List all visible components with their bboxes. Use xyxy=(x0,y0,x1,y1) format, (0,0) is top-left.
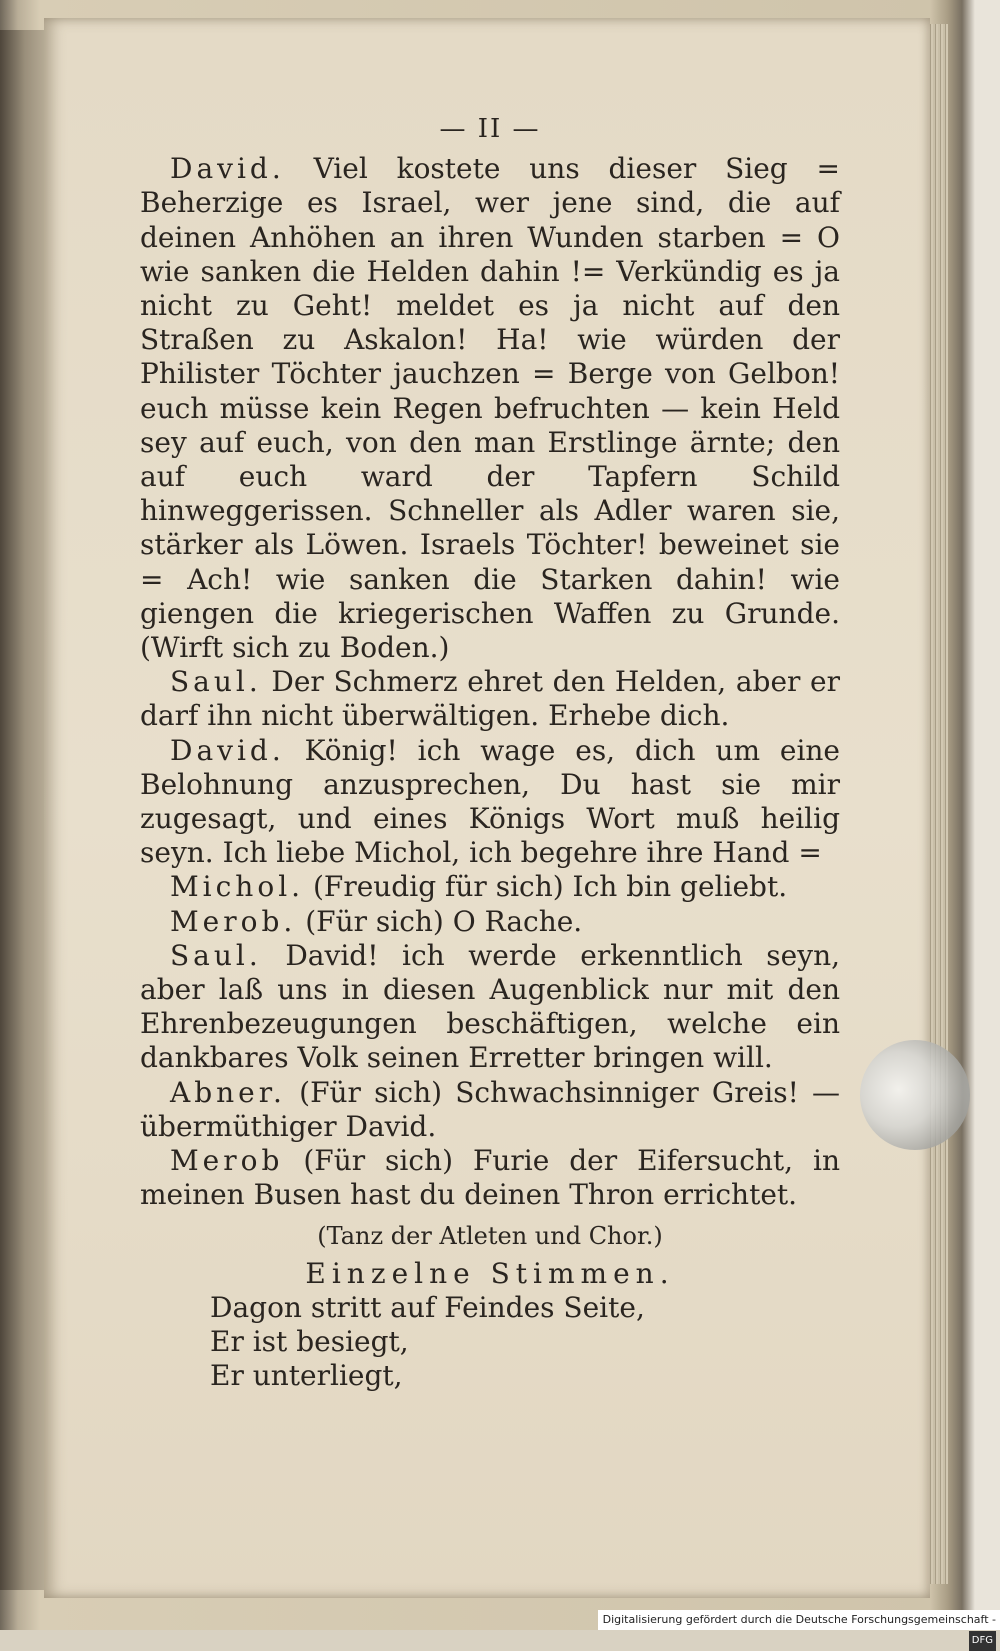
dialogue-paragraph xyxy=(140,152,840,665)
page-text xyxy=(140,112,840,1394)
dialogue-paragraph xyxy=(140,1144,840,1212)
left-page-edge xyxy=(0,30,50,1590)
dialogue-text: (Für sich) Furie der Eifersucht, in meinen Busen hast du deinen Thron errichtet. xyxy=(140,1144,840,1212)
page-clip xyxy=(860,1040,970,1150)
speaker-name: Saul. xyxy=(170,665,262,699)
speaker-name: Abner. xyxy=(170,1075,286,1109)
speaker-name: David. xyxy=(170,733,285,767)
speaker-name: David. xyxy=(170,152,285,186)
speaker-name: Michol. xyxy=(170,870,305,904)
section-heading: Einzelne Stimmen. xyxy=(305,1256,675,1290)
dialogue-text: Der Schmerz ehret den Helden, aber er darf ihn nicht überwältigen. Erhebe dich. xyxy=(140,665,840,733)
dialogue-text: (Für sich) O Rache. xyxy=(305,904,583,938)
dialogue-paragraph xyxy=(140,905,840,939)
dialogue-paragraph xyxy=(140,870,840,904)
verse-line: Dagon stritt auf Feindes Seite, xyxy=(210,1290,645,1324)
dialogue-text: (Freudig für sich) Ich bin geliebt. xyxy=(312,870,788,904)
verse-line: Er ist besiegt, xyxy=(210,1325,409,1359)
dialogue-text: König! ich wage es, dich um eine Belohnung anzusprechen, Du hast sie mir zugesagt, und eines Königs Wort muß heilig seyn. Ich liebe Michol, ich begehre ihre Hand = xyxy=(140,733,840,870)
speaker-name: Merob xyxy=(170,1144,284,1178)
speaker-name: Merob. xyxy=(170,904,297,938)
dfg-logo: DFG xyxy=(969,1631,996,1651)
dialogue-text: David! ich werde erkenntlich seyn, aber laß uns in diesen Augenblick nur mit den Ehrenbezeugungen beschäftigen, welche ein dankbares Volk seinen Erretter bringen will. xyxy=(140,938,841,1075)
dialogue-text: Viel kostete uns dieser Sieg = Beherzige es Israel, wer jene sind, die auf deinen Anhöhen an ihren Wunden starben = O wie sanken die Helden dahin != Verkündig es ja nicht zu Geht! meldet es ja nicht auf den Straßen zu Askalon! Ha! wie würden der Philister Töchter jauchzen = Berge von Gelbon! euch müsse kein Regen befruchten — kein Held sey auf euch, von den man Erstlinge ärnte; den auf euch ward der Tapfern Schild hinweggerissen. Schneller als Adler waren sie, stärker als Löwen. Israels Töchter! beweinet sie = Ach! wie sanken die Starken dahin! wie giengen die kriegerischen Waffen zu Grunde. (Wirft sich zu Boden.) xyxy=(140,152,840,665)
page-number: — II — xyxy=(439,114,541,144)
dialogue-paragraph xyxy=(140,939,840,1076)
dialogue-paragraph xyxy=(140,1076,840,1144)
verse-line: Er unterliegt, xyxy=(210,1359,403,1393)
digitization-footer xyxy=(598,1610,1000,1646)
dialogue-paragraph xyxy=(140,734,840,871)
dialogue-paragraph xyxy=(140,665,840,733)
dialogue-text: (Für sich) Schwachsinniger Greis! — übermüthiger David. xyxy=(140,1075,840,1143)
footer-text: Digitalisierung gefördert durch die Deutsche Forschungsgemeinschaft - xyxy=(602,1613,996,1626)
speaker-name: Saul. xyxy=(170,938,262,972)
stage-direction: (Tanz der Atleten und Chor.) xyxy=(317,1221,663,1250)
